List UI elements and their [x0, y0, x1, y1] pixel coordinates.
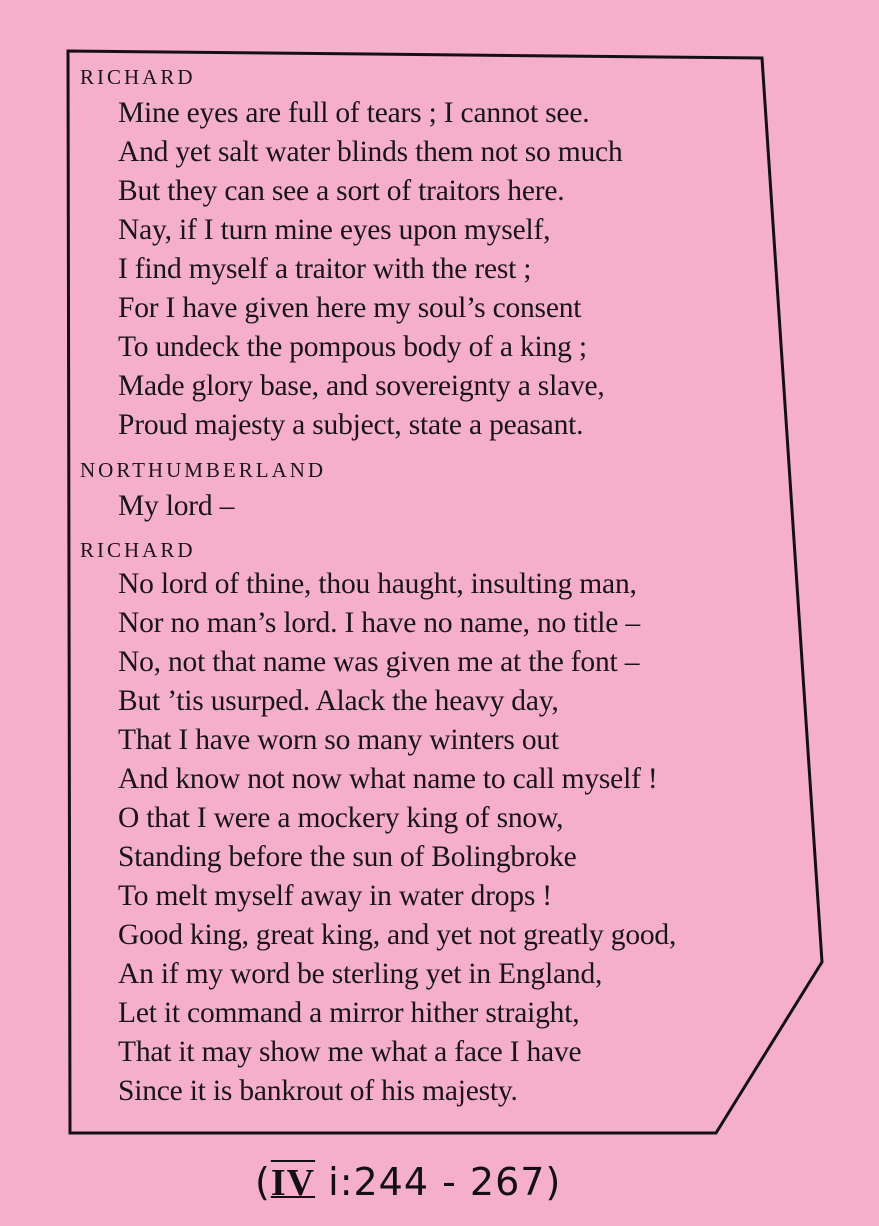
speaker-name: RICHARD [80, 65, 196, 89]
verse-line: My lord – [118, 490, 235, 522]
citation-open-paren: ( [255, 1160, 271, 1204]
verse-line: Made glory base, and sovereignty a slave, [118, 370, 605, 402]
verse-line: Nor no man’s lord. I have no name, no title – [118, 607, 640, 639]
verse-line: And know not now what name to call myself ! [118, 763, 658, 795]
verse-line: But ’tis usurped. Alack the heavy day, [118, 685, 559, 717]
verse-line: Since it is bankrout of his majesty. [118, 1075, 518, 1107]
line-reference [255, 1158, 561, 1207]
verse-line: Let it command a mirror hither straight, [118, 997, 580, 1029]
verse-line: That I have worn so many winters out [118, 724, 559, 756]
citation-scene-lines: i:244 - 267 [315, 1160, 546, 1204]
verse-line: That it may show me what a face I have [118, 1036, 582, 1068]
verse-line: Good king, great king, and yet not greatly good, [118, 919, 677, 951]
verse-line: No, not that name was given me at the font – [118, 646, 640, 678]
verse-line: O that I were a mockery king of snow, [118, 802, 564, 834]
verse-line: Nay, if I turn mine eyes upon myself, [118, 214, 551, 246]
speaker-name: NORTHUMBERLAND [80, 458, 327, 482]
verse-line: An if my word be sterling yet in England, [118, 958, 603, 990]
speaker-name: RICHARD [80, 538, 196, 562]
verse-line: For I have given here my soul’s consent [118, 292, 582, 324]
verse-line: Mine eyes are full of tears ; I cannot see. [118, 97, 590, 129]
citation-close-paren: ) [545, 1160, 562, 1204]
verse-line: To undeck the pompous body of a king ; [118, 331, 587, 363]
verse-line: No lord of thine, thou haught, insulting man, [118, 568, 637, 600]
verse-line: Standing before the sun of Bolingbroke [118, 841, 577, 873]
citation-act: IV [270, 1162, 316, 1204]
verse-line: I find myself a traitor with the rest ; [118, 253, 532, 285]
verse-line: But they can see a sort of traitors here. [118, 175, 565, 207]
verse-line: Proud majesty a subject, state a peasant. [118, 409, 584, 441]
verse-line: And yet salt water blinds them not so much [118, 136, 623, 168]
verse-line: To melt myself away in water drops ! [118, 880, 552, 912]
